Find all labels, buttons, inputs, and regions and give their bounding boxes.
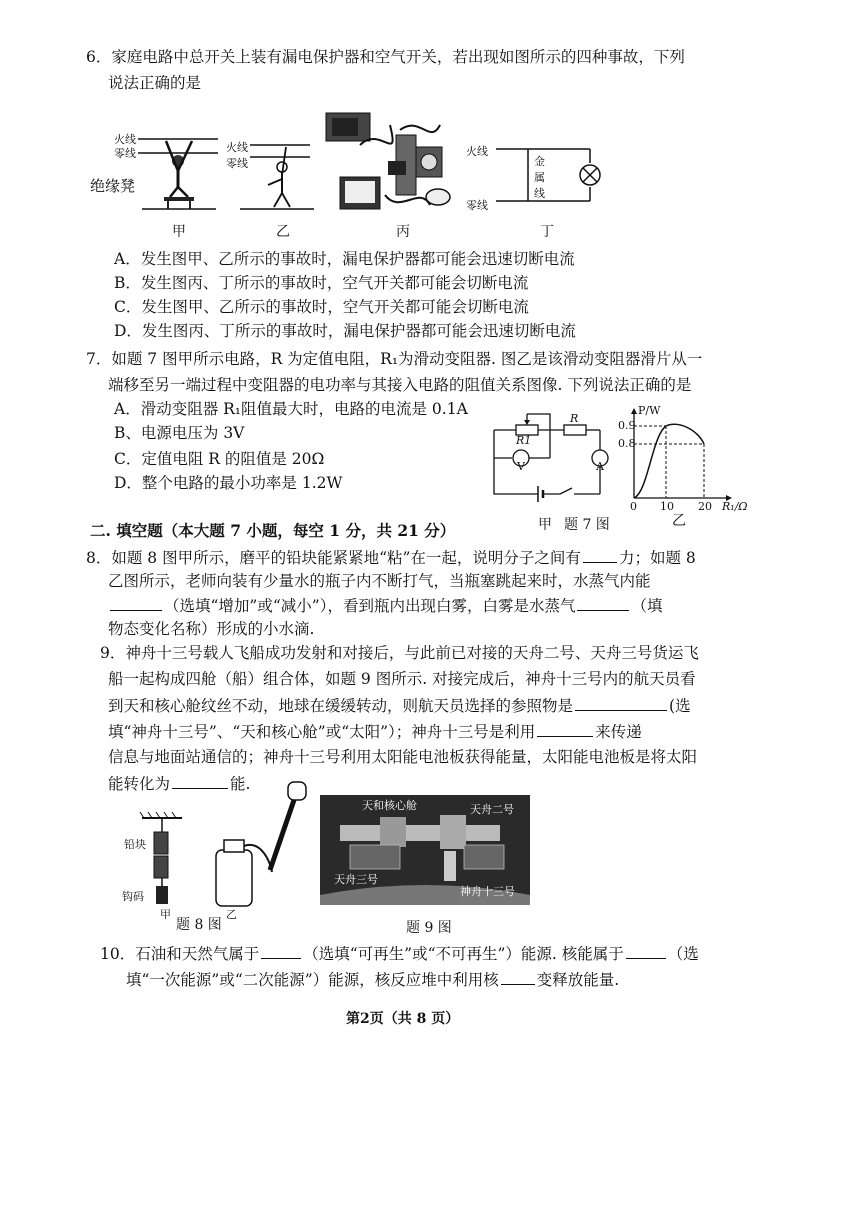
q7-label-jia: 甲: [538, 517, 552, 533]
fig8-caption: 题 8 图: [176, 917, 222, 933]
q8-line3-text-a: （选填“增加”或“减小”），看到瓶内出现白雾，白雾是水蒸气: [164, 597, 576, 615]
q10-blank-3[interactable]: [501, 968, 535, 985]
fig8-label-jia: 甲: [160, 908, 171, 921]
fig6-jia-fire-label: 火线: [114, 133, 136, 146]
q7-stem-line2: 端移至另一端过程中变阻器的电功率与其接入电路的阻值关系图像. 下列说法正确的是: [108, 376, 692, 394]
q7-option-d: D．整个电路的最小功率是 1.2W: [114, 474, 343, 492]
q7-voltmeter-label: V: [517, 460, 525, 473]
q10-line2: [126, 968, 619, 991]
q8-blank-3[interactable]: [577, 594, 629, 611]
fig6-metal-label-3: 线: [534, 187, 545, 200]
q7-graph-x10: 10: [660, 500, 674, 513]
q7-circuit-drawing: [490, 410, 610, 510]
fig6-yi-zero-label: 零线: [226, 157, 248, 170]
q7-ammeter-label: A: [596, 460, 604, 473]
q9-line3: [108, 694, 691, 717]
q9-line2: 船一起构成四舱（船）组合体，如题 9 图所示. 对接完成后，神舟十三号内的航天员看: [108, 670, 696, 688]
q6-stem-line1: 6．家庭电路中总开关上装有漏电保护器和空气开关，若出现如图所示的四种事故，下列: [86, 48, 685, 66]
q9-line4-text-a: 填“神舟十三号”、“天和核心舱”或“太阳”）；神舟十三号是利用: [108, 723, 536, 741]
q7-graph-y09: 0.9: [618, 419, 636, 432]
q9-line3-text-b: (选: [669, 697, 691, 715]
q6-figure: [90, 105, 620, 240]
fig6-label-yi: 乙: [276, 224, 290, 240]
q8-line4: 物态变化名称）形成的小水滴.: [108, 620, 315, 638]
q6-option-b: B．发生图丙、丁所示的事故时，空气开关都可能会切断电流: [114, 274, 529, 292]
fig6-jia-zero-label: 零线: [114, 147, 136, 160]
q10-line1-text-b: （选填“可再生”或“不可再生”）能源. 核能属于: [303, 945, 624, 963]
fig6-metal-label-2: 属: [534, 171, 545, 184]
q7-graph-x20: 20: [698, 500, 712, 513]
q7-graph-drawing: [618, 406, 768, 506]
q7-label-yi: 乙: [672, 513, 686, 529]
fig8-weight-label: 钩码: [122, 890, 144, 903]
q9-figure: [320, 795, 530, 935]
q7-circuit: [490, 410, 610, 533]
fig6-ding-fire-label: 火线: [466, 145, 488, 158]
q6-stem-line2: 说法正确的是: [108, 74, 202, 92]
q9-line1: 9．神舟十三号载人飞船成功发射和对接后，与此前已对接的天舟二号、天舟三号货运飞: [100, 644, 699, 662]
q8-line1: [86, 546, 696, 569]
q9-line6-text-b: 能.: [230, 775, 251, 793]
fig6-label-jia: 甲: [172, 224, 186, 240]
q8-line1-text-a: 8．如题 8 图甲所示，磨平的铅块能紧紧地“粘”在一起，说明分子之间有: [86, 549, 581, 567]
q8-blank-1[interactable]: [583, 546, 617, 563]
fig9-tianhe-label: 天和核心舱: [362, 799, 417, 812]
q9-line6-text-a: 能转化为: [108, 775, 171, 793]
q10-line1-text-a: 10．石油和天然气属于: [100, 945, 260, 963]
q6-option-a: A．发生图甲、乙所示的事故时，漏电保护器都可能会迅速切断电流: [114, 250, 575, 268]
fig6-label-bing: 丙: [396, 224, 410, 240]
q10-line2-text-a: 填“一次能源”或“二次能源”）能源，核反应堆中利用核: [126, 971, 499, 989]
q7-graph-y08: 0.8: [618, 437, 636, 450]
q8-line2: 乙图所示，老师向装有少量水的瓶子内不断打气，当瓶塞跳起来时，水蒸气内能: [108, 572, 651, 590]
q10-line1-text-c: （选: [667, 945, 699, 963]
q8-figure: [120, 780, 320, 940]
q7-graph-x0: 0: [630, 500, 637, 513]
q8-line3-text-b: （填: [631, 597, 663, 615]
page-footer: 第2页（共 8 页）: [346, 1011, 460, 1027]
fig6-label-ding: 丁: [540, 224, 554, 240]
fig8-label-yi: 乙: [226, 908, 237, 921]
q10-blank-2[interactable]: [626, 942, 666, 959]
fig9-tianzhou2-label: 天舟二号: [470, 803, 514, 816]
q8-figure-drawing: [120, 780, 320, 915]
q7-circuit-r1-label: R1: [516, 434, 532, 447]
fig9-shenzhou13-label: 神舟十三号: [460, 885, 515, 898]
q6-option-d: D．发生图丙、丁所示的事故时，漏电保护器都可能会迅速切断电流: [114, 322, 576, 340]
fig6-metal-label-1: 金: [534, 155, 545, 168]
q9-line4: [108, 720, 642, 743]
q9-line3-text-a: 到天和核心舱纹丝不动，地球在缓缓转动，则航天员选择的参照物是: [108, 697, 574, 715]
q8-line1-text-b: 力；如题 8: [618, 549, 696, 567]
q7-stem-line1: 7．如题 7 图甲所示电路，R 为定值电阻，R₁为滑动变阻器. 图乙是该滑动变阻器滑片从一: [86, 350, 703, 368]
q6-option-c: C．发生图甲、乙所示的事故时，空气开关都可能会切断电流: [114, 298, 529, 316]
section-2-heading: 二. 填空题（本大题 7 小题，每空 1 分，共 21 分）: [90, 521, 456, 540]
q7-circuit-r-label: R: [570, 412, 579, 425]
fig8-lead-label: 铅块: [124, 838, 146, 851]
q7-graph: [618, 404, 768, 529]
q7-option-c: C．定值电阻 R 的阻值是 20Ω: [114, 450, 325, 468]
q8-line3: [108, 594, 662, 617]
q10-line2-text-b: 变释放能量.: [536, 971, 620, 989]
fig9-caption: 题 9 图: [406, 920, 452, 936]
q9-line5: 信息与地面站通信的；神舟十三号利用太阳能电池板获得能量，太阳能电池板是将太阳: [108, 748, 698, 766]
q10-blank-1[interactable]: [261, 942, 301, 959]
q7-option-a: A．滑动变阻器 R₁阻值最大时，电路的电流是 0.1A: [114, 400, 468, 418]
q7-graph-ylabel: P/W: [638, 404, 661, 417]
q9-blank-1[interactable]: [575, 694, 667, 711]
q9-blank-2[interactable]: [537, 720, 593, 737]
q7-figure-caption: 题 7 图: [564, 517, 610, 533]
fig6-stool-label: 绝缘凳: [90, 177, 136, 195]
q9-line4-text-b: 来传递: [595, 723, 642, 741]
q10-line1: [100, 942, 699, 965]
q8-blank-2[interactable]: [110, 594, 162, 611]
fig6-yi-fire-label: 火线: [226, 141, 248, 154]
fig6-ding-zero-label: 零线: [466, 199, 488, 212]
q7-option-b: B、电源电压为 3V: [114, 424, 245, 442]
fig9-tianzhou3-label: 天舟三号: [334, 873, 378, 886]
q7-graph-xlabel: R₁/Ω: [722, 500, 748, 513]
